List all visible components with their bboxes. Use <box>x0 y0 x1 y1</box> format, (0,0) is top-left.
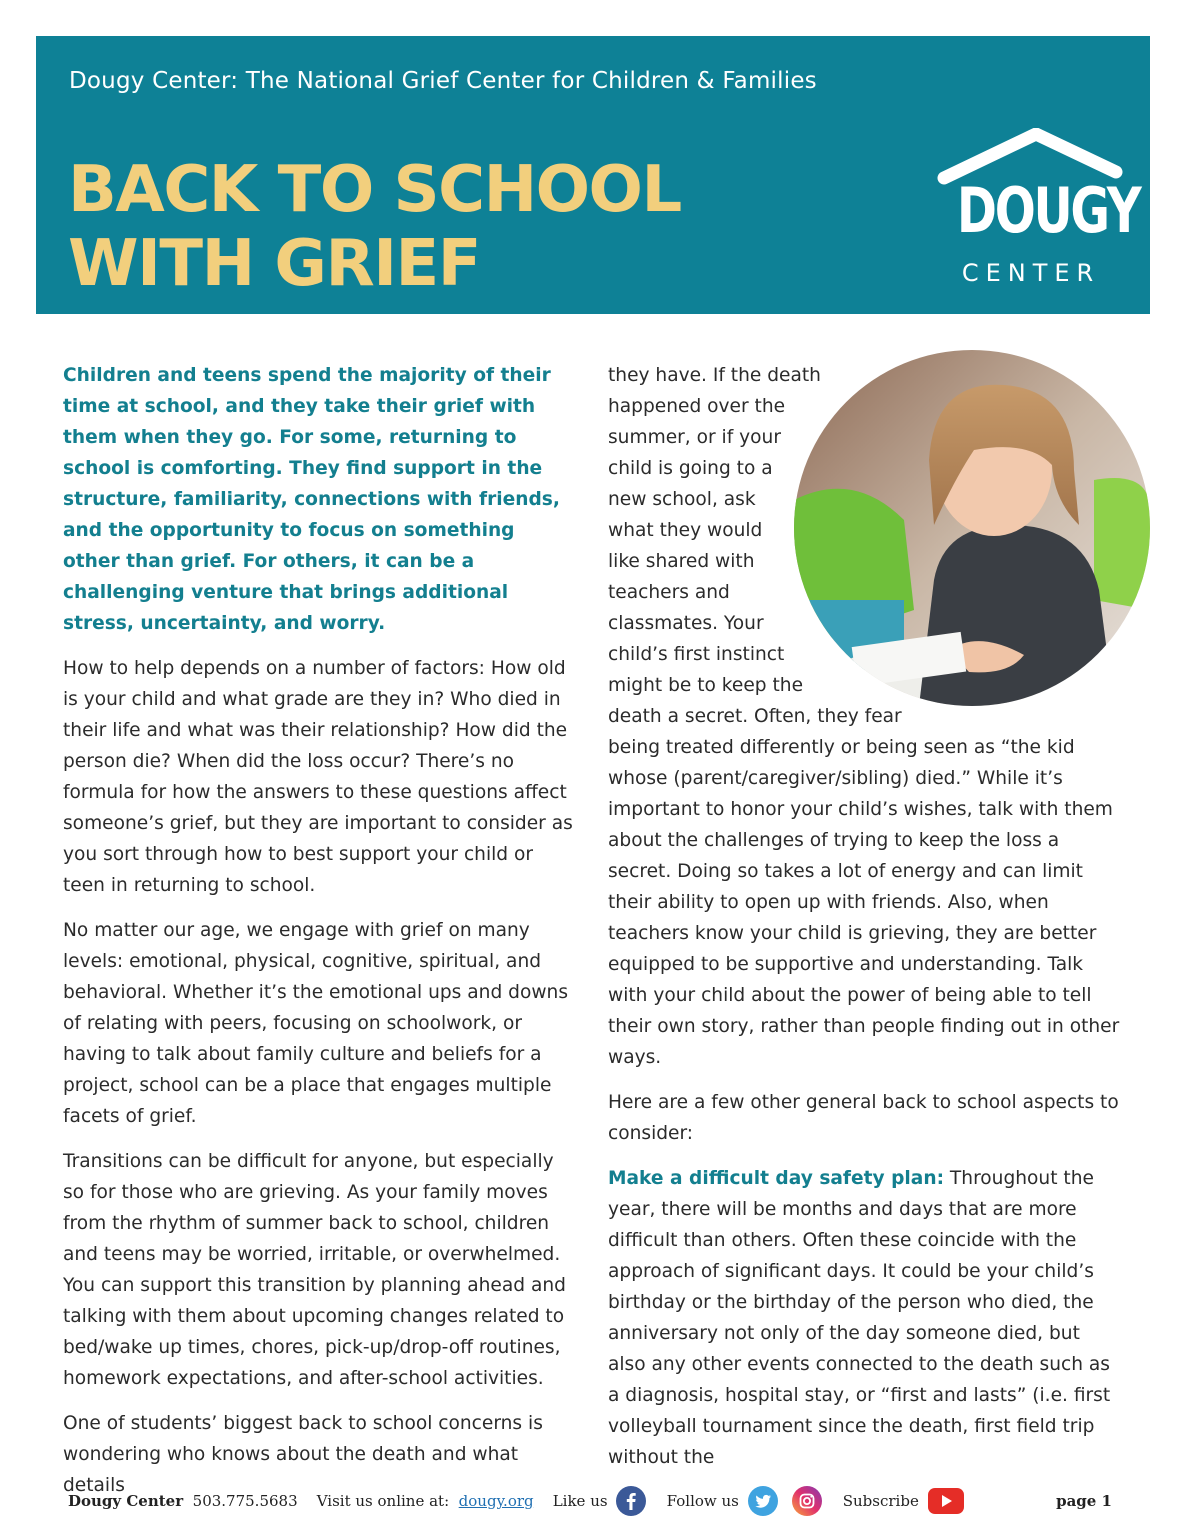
footer-subscribe-label: Subscribe <box>842 1492 919 1510</box>
organization-name: Dougy Center: The National Grief Center for Children & Families <box>69 68 817 94</box>
footer-brand: Dougy Center <box>68 1492 184 1510</box>
logo-subtext: CENTER <box>961 259 1101 287</box>
youtube-icon[interactable] <box>928 1488 964 1514</box>
website-link[interactable]: dougy.org <box>458 1492 534 1510</box>
paragraph-levels: No matter our age, we engage with grief on many levels: emotional, physical, cognitive, spiritual, and behavioral. Whether it’s the emotional ups and downs of relating with peers, focusing on schoolwork, or having to talk about family culture and beliefs for a project, school can be a place that engages multiple facets of grief. <box>63 920 569 1127</box>
footer <box>68 1486 1112 1518</box>
safety-plan-heading: Make a difficult day safety plan: <box>608 1168 945 1189</box>
paragraph-safety-plan <box>608 1163 1120 1473</box>
paragraph-transitions: Transitions can be difficult for anyone, but especially so for those who are grieving. As your family moves from the rhythm of summer back to school, children and teens may be worried, irritable, or overwhelmed. You can support this transition by planning ahead and talking with them about upcoming changes related to bed/wake up times, chores, pick-up/drop-off routines, homework expectations, and after-school activities. <box>63 1151 566 1389</box>
facebook-icon[interactable] <box>616 1486 646 1516</box>
right-column <box>608 360 1120 1487</box>
lead-paragraph: Children and teens spend the majority of their time at school, and they take their grief with them when they go. For some, returning to school is comforting. They find support in the structure, familiarity, connections with friends, and the opportunity to focus on something other than grief. For others, it can be a challenging venture that brings additional stress, uncertainty, and worry. <box>63 365 560 634</box>
child-writing-photo <box>794 350 1150 706</box>
paragraph-factors: How to help depends on a number of factors: How old is your child and what grade are they in? Who died in their life and what was their relationship? How did the person die? When did the loss occur? There’s no formula for how the answers to these questions affect someone’s grief, but they are important to consider as you sort through how to best support your child or teen in returning to school. <box>63 658 573 896</box>
paragraph-aspects-intro: Here are a few other general back to school aspects to consider: <box>608 1092 1119 1144</box>
footer-visit-label: Visit us online at: <box>316 1492 450 1510</box>
twitter-icon[interactable] <box>748 1486 778 1516</box>
dougy-center-logo <box>936 128 1140 298</box>
safety-plan-body: Throughout the year, there will be months and days that are more difficult than others. Often these coincide with the approach of significant days. It could be your child’s birthday or the birthday of the person who died, the anniversary not only of the day someone died, but also any other events connected to the death such as a diagnosis, hospital stay, or “first and lasts” (i.e. first volleyball tournament since the death, first field trip without the <box>608 1168 1111 1468</box>
instagram-icon[interactable] <box>792 1486 822 1516</box>
paragraph-details: they have. If the death happened over the summer, or if your child is going to a new school, ask what they would like shared with teachers and classmates. Your child’s first instinct might be to keep the death a secret. Often, they fear being treated differently or being seen as “the kid whose (parent/caregiver/sibling) died.” While it’s important to honor your child’s wishes, talk with them about the challenges of trying to keep the loss a secret. Doing so takes a lot of energy and can limit their ability to open up with friends. Also, when teachers know your child is grieving, they are better equipped to be supportive and understanding. Talk with your child about the power of being able to tell their own story, rather than people finding out in other ways. <box>608 365 1120 1068</box>
page-number: page 1 <box>1056 1492 1112 1510</box>
footer-phone[interactable]: 503.775.5683 <box>192 1492 298 1510</box>
left-column <box>63 360 575 1515</box>
photo-illustration <box>794 350 1150 706</box>
footer-like-label: Like us <box>552 1492 608 1510</box>
title-line-2: WITH GRIEF <box>68 227 480 301</box>
header-banner <box>36 36 1150 314</box>
logo-word: DOUGY <box>956 174 1140 247</box>
title-line-1: BACK TO SCHOOL <box>68 153 681 227</box>
footer-follow-label: Follow us <box>666 1492 739 1510</box>
paragraph-concerns: One of students’ biggest back to school concerns is wondering who knows about the death and what details <box>63 1413 543 1496</box>
page-title <box>68 153 681 301</box>
